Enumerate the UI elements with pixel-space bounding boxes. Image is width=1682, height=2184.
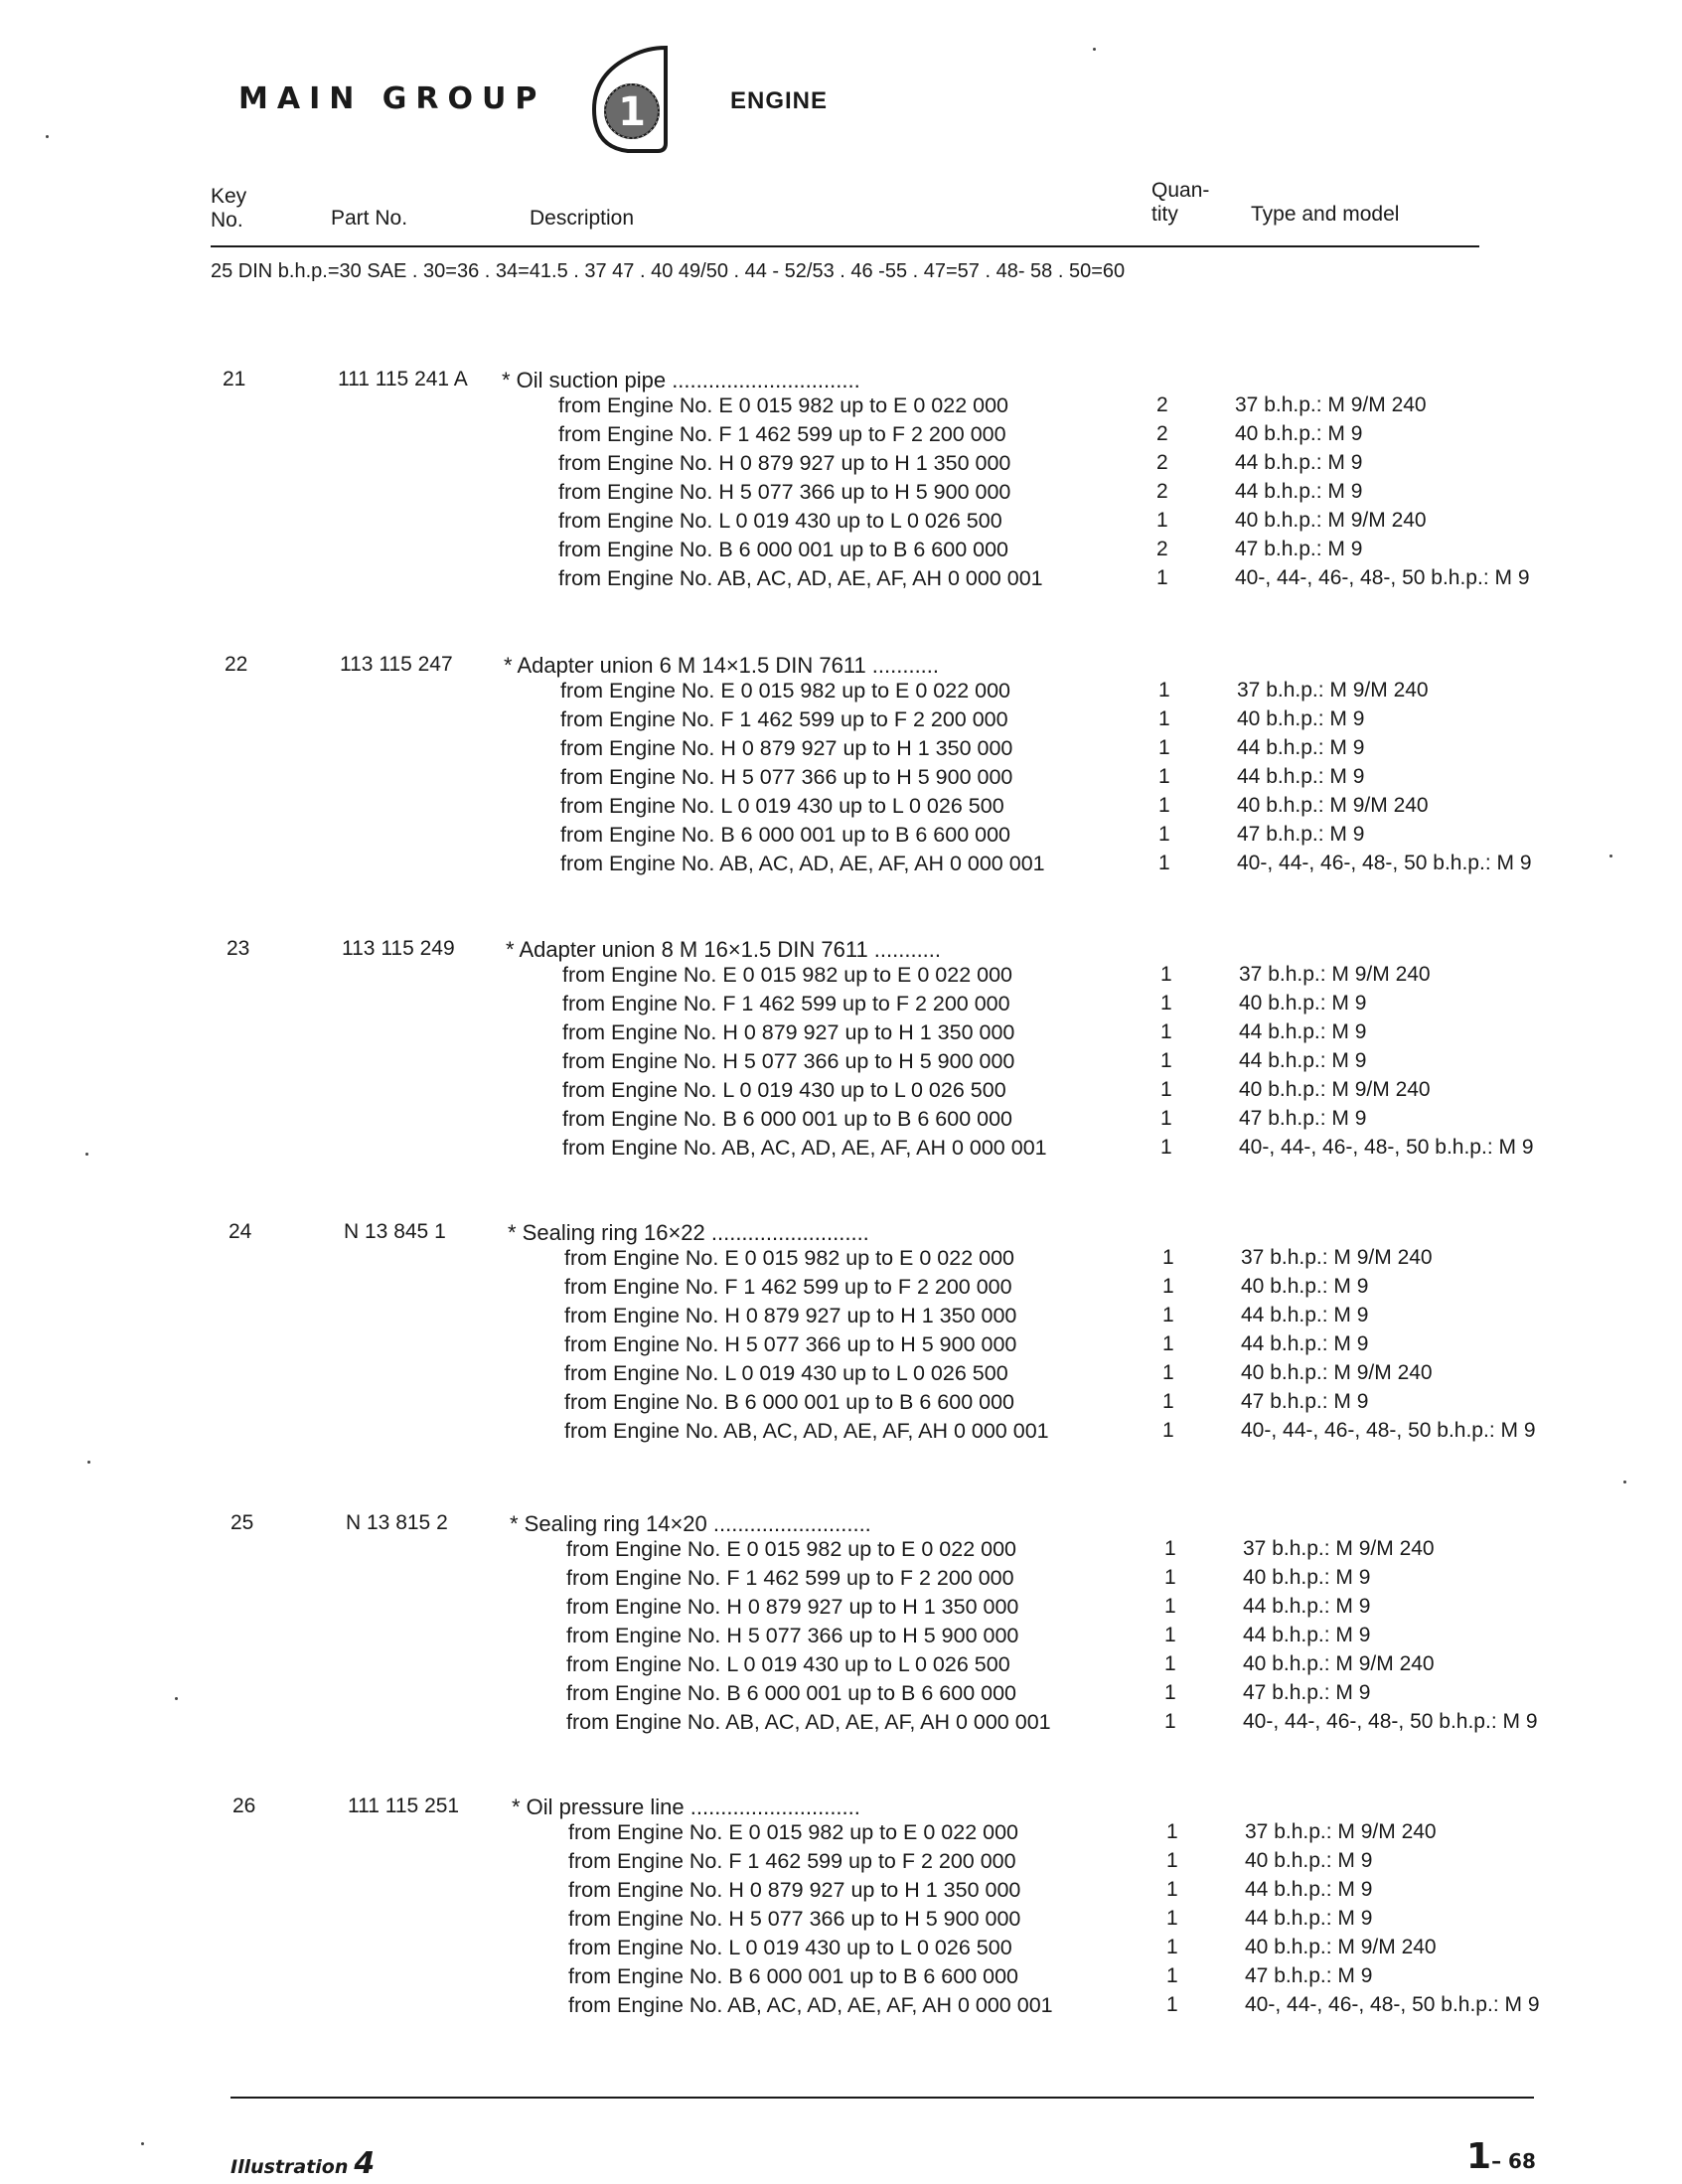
type-model: 47 b.h.p.: M 9: [1241, 1390, 1369, 1413]
quantity: 1: [1164, 1681, 1176, 1704]
type-model: 40-, 44-, 46-, 48-, 50 b.h.p.: M 9: [1245, 1993, 1540, 2016]
engine-range: from Engine No. H 0 879 927 up to H 1 350 000: [564, 1304, 1017, 1327]
engine-range: from Engine No. AB, AC, AD, AE, AF, AH 0 000 001: [560, 852, 1045, 875]
type-model: 40-, 44-, 46-, 48-, 50 b.h.p.: M 9: [1243, 1710, 1538, 1733]
quantity: 1: [1160, 1078, 1172, 1101]
quantity: 1: [1164, 1595, 1176, 1618]
type-model: 40-, 44-, 46-, 48-, 50 b.h.p.: M 9: [1235, 566, 1530, 589]
engine-range: from Engine No. L 0 019 430 up to L 0 026 500: [568, 1936, 1012, 1959]
quantity: 1: [1162, 1332, 1174, 1355]
type-model: 40 b.h.p.: M 9/M 240: [1241, 1361, 1433, 1384]
key-number: 25: [230, 1511, 254, 1534]
quantity: 2: [1156, 538, 1168, 560]
engine-range: from Engine No. B 6 000 001 up to B 6 600 000: [562, 1107, 1013, 1131]
type-model: 44 b.h.p.: M 9: [1235, 451, 1363, 474]
key-number: 21: [223, 368, 246, 390]
engine-range: from Engine No. B 6 000 001 up to B 6 600 000: [568, 1964, 1019, 1988]
engine-range: from Engine No. E 0 015 982 up to E 0 022 000: [566, 1537, 1017, 1561]
engine-range: from Engine No. B 6 000 001 up to B 6 600 000: [564, 1390, 1015, 1414]
key-number: 24: [229, 1220, 252, 1243]
quantity: 1: [1158, 707, 1170, 730]
page-number-sub: – 68: [1491, 2149, 1536, 2173]
quantity: 1: [1166, 1964, 1178, 1987]
type-model: 44 b.h.p.: M 9: [1243, 1595, 1371, 1618]
engine-range: from Engine No. B 6 000 001 up to B 6 600 000: [560, 823, 1011, 847]
type-model: 37 b.h.p.: M 9/M 240: [1243, 1537, 1435, 1560]
page-number: [1466, 2136, 1536, 2177]
type-model: 44 b.h.p.: M 9: [1241, 1304, 1369, 1326]
type-model: 40 b.h.p.: M 9/M 240: [1235, 509, 1427, 532]
page-number-main: 1: [1466, 2136, 1492, 2177]
engine-range: from Engine No. F 1 462 599 up to F 2 200 000: [568, 1849, 1016, 1873]
type-model: 37 b.h.p.: M 9/M 240: [1235, 393, 1427, 416]
engine-range: from Engine No. F 1 462 599 up to F 2 200 000: [558, 422, 1006, 446]
quantity: 1: [1166, 1878, 1178, 1901]
engine-range: from Engine No. AB, AC, AD, AE, AF, AH 0 000 001: [566, 1710, 1051, 1734]
section-title: ENGINE: [730, 87, 829, 114]
quantity: 1: [1158, 765, 1170, 788]
part-number: 111 115 241 A: [338, 368, 468, 390]
variants-line: 25 DIN b.h.p.=30 SAE . 30=36 . 34=41.5 . 37 47 . 40 49/50 . 44 - 52/53 . 46 -55 . 47=57 . 48- 58 . 50=60: [211, 260, 1126, 282]
engine-range: from Engine No. AB, AC, AD, AE, AF, AH 0 000 001: [562, 1136, 1047, 1160]
quantity: 1: [1166, 1936, 1178, 1958]
engine-range: from Engine No. F 1 462 599 up to F 2 200 000: [564, 1275, 1012, 1299]
type-model: 44 b.h.p.: M 9: [1241, 1332, 1369, 1355]
quantity: 1: [1158, 679, 1170, 702]
quantity: 1: [1160, 963, 1172, 986]
type-model: 44 b.h.p.: M 9: [1237, 736, 1365, 759]
engine-range: from Engine No. H 0 879 927 up to H 1 350 000: [562, 1020, 1015, 1044]
engine-range: from Engine No. H 0 879 927 up to H 1 350 000: [566, 1595, 1019, 1619]
type-model: 40 b.h.p.: M 9/M 240: [1239, 1078, 1431, 1101]
scan-speck: [85, 1153, 88, 1156]
group-number: 1: [618, 89, 646, 135]
engine-range: from Engine No. F 1 462 599 up to F 2 200 000: [566, 1566, 1014, 1590]
engine-range: from Engine No. H 5 077 366 up to H 5 900 000: [562, 1049, 1015, 1073]
quantity: 1: [1160, 1107, 1172, 1130]
main-group-title: MAIN GROUP: [238, 81, 546, 116]
scan-speck: [1623, 1481, 1626, 1483]
quantity: 1: [1160, 992, 1172, 1014]
quantity: 1: [1162, 1419, 1174, 1442]
type-model: 47 b.h.p.: M 9: [1243, 1681, 1371, 1704]
quantity: 1: [1160, 1049, 1172, 1072]
engine-range: from Engine No. H 5 077 366 up to H 5 900 000: [566, 1624, 1019, 1647]
engine-range: from Engine No. B 6 000 001 up to B 6 600 000: [558, 538, 1009, 561]
part-entry: [0, 368, 1682, 646]
type-model: 40 b.h.p.: M 9: [1243, 1566, 1371, 1589]
quantity: 1: [1162, 1304, 1174, 1326]
quantity: 1: [1166, 1993, 1178, 2016]
quantity: 1: [1160, 1020, 1172, 1043]
type-model: 44 b.h.p.: M 9: [1235, 480, 1363, 503]
quantity: 2: [1156, 451, 1168, 474]
key-number: 22: [225, 653, 248, 676]
type-model: 40-, 44-, 46-, 48-, 50 b.h.p.: M 9: [1237, 852, 1532, 874]
quantity: 2: [1156, 422, 1168, 445]
column-header-type-model: Type and model: [1251, 203, 1400, 226]
header-divider: [211, 245, 1479, 247]
engine-range: from Engine No. L 0 019 430 up to L 0 026 500: [558, 509, 1002, 533]
quantity: 1: [1164, 1537, 1176, 1560]
part-entry: [6, 1220, 1682, 1498]
key-number: 23: [227, 937, 250, 960]
part-number: 113 115 249: [342, 937, 455, 960]
scan-speck: [87, 1461, 90, 1464]
engine-range: from Engine No. L 0 019 430 up to L 0 026 500: [566, 1652, 1010, 1676]
quantity: 1: [1162, 1275, 1174, 1298]
quantity: 1: [1160, 1136, 1172, 1159]
quantity: 1: [1166, 1849, 1178, 1872]
illustration-reference: [230, 2146, 375, 2181]
engine-range: from Engine No. E 0 015 982 up to E 0 022 000: [568, 1820, 1019, 1844]
quantity: 1: [1166, 1907, 1178, 1930]
illustration-number: 4: [354, 2146, 376, 2181]
type-model: 37 b.h.p.: M 9/M 240: [1241, 1246, 1433, 1269]
quantity: 1: [1164, 1624, 1176, 1646]
type-model: 47 b.h.p.: M 9: [1237, 823, 1365, 846]
key-number: 26: [232, 1794, 256, 1817]
quantity: 1: [1158, 852, 1170, 874]
engine-range: from Engine No. AB, AC, AD, AE, AF, AH 0 000 001: [564, 1419, 1049, 1443]
quantity: 1: [1166, 1820, 1178, 1843]
type-model: 40 b.h.p.: M 9: [1235, 422, 1363, 445]
quantity: 1: [1164, 1652, 1176, 1675]
quantity: 1: [1164, 1566, 1176, 1589]
quantity: 1: [1158, 794, 1170, 817]
engine-range: from Engine No. H 0 879 927 up to H 1 350 000: [558, 451, 1011, 475]
engine-range: from Engine No. B 6 000 001 up to B 6 600 000: [566, 1681, 1017, 1705]
type-model: 44 b.h.p.: M 9: [1243, 1624, 1371, 1646]
type-model: 47 b.h.p.: M 9: [1235, 538, 1363, 560]
quantity: 1: [1156, 566, 1168, 589]
type-model: 40 b.h.p.: M 9/M 240: [1237, 794, 1429, 817]
illustration-label: Illustration: [230, 2156, 349, 2178]
engine-range: from Engine No. H 5 077 366 up to H 5 900 000: [568, 1907, 1021, 1931]
type-model: 40 b.h.p.: M 9/M 240: [1243, 1652, 1435, 1675]
part-description: * Oil pressure line ............................: [512, 1794, 860, 1819]
quantity: 1: [1158, 736, 1170, 759]
quantity: 1: [1162, 1361, 1174, 1384]
type-model: 44 b.h.p.: M 9: [1239, 1020, 1367, 1043]
type-model: 40 b.h.p.: M 9: [1239, 992, 1367, 1014]
type-model: 37 b.h.p.: M 9/M 240: [1245, 1820, 1437, 1843]
part-description: * Adapter union 8 M 16×1.5 DIN 7611 ...........: [506, 937, 942, 962]
scan-speck: [46, 135, 49, 138]
type-model: 47 b.h.p.: M 9: [1245, 1964, 1373, 1987]
part-entry: [2, 653, 1682, 931]
engine-range: from Engine No. F 1 462 599 up to F 2 200 000: [560, 707, 1008, 731]
part-number: 111 115 251: [348, 1794, 460, 1817]
type-model: 40 b.h.p.: M 9: [1245, 1849, 1373, 1872]
engine-range: from Engine No. H 0 879 927 up to H 1 350 000: [560, 736, 1013, 760]
part-entry: [10, 1794, 1682, 2073]
engine-range: from Engine No. L 0 019 430 up to L 0 026 500: [564, 1361, 1008, 1385]
type-model: 47 b.h.p.: M 9: [1239, 1107, 1367, 1130]
type-model: 40 b.h.p.: M 9: [1241, 1275, 1369, 1298]
part-number: 113 115 247: [340, 653, 453, 676]
quantity: 1: [1162, 1246, 1174, 1269]
engine-range: from Engine No. H 5 077 366 up to H 5 900 000: [558, 480, 1011, 504]
engine-range: from Engine No. E 0 015 982 up to E 0 022 000: [558, 393, 1009, 417]
footer-divider: [230, 2097, 1534, 2099]
part-description: * Oil suction pipe ...............................: [502, 368, 860, 392]
quantity: 1: [1158, 823, 1170, 846]
type-model: 44 b.h.p.: M 9: [1239, 1049, 1367, 1072]
part-number: N 13 815 2: [346, 1511, 448, 1534]
group-number-emblem: [588, 44, 676, 155]
part-entry: [4, 937, 1682, 1215]
part-description: * Sealing ring 14×20 ..........................: [510, 1511, 871, 1536]
engine-range: from Engine No. AB, AC, AD, AE, AF, AH 0 000 001: [568, 1993, 1053, 2017]
type-model: 37 b.h.p.: M 9/M 240: [1239, 963, 1431, 986]
engine-range: from Engine No. L 0 019 430 up to L 0 026 500: [562, 1078, 1006, 1102]
type-model: 44 b.h.p.: M 9: [1245, 1907, 1373, 1930]
type-model: 40 b.h.p.: M 9: [1237, 707, 1365, 730]
column-header-part-no: Part No.: [331, 207, 408, 230]
engine-range: from Engine No. F 1 462 599 up to F 2 200 000: [562, 992, 1010, 1015]
engine-range: from Engine No. H 5 077 366 up to H 5 900 000: [564, 1332, 1017, 1356]
quantity: 1: [1156, 509, 1168, 532]
quantity: 2: [1156, 480, 1168, 503]
quantity: 1: [1162, 1390, 1174, 1413]
scan-speck: [1093, 48, 1096, 51]
engine-range: from Engine No. H 0 879 927 up to H 1 350 000: [568, 1878, 1021, 1902]
scan-speck: [1609, 855, 1612, 858]
engine-range: from Engine No. H 5 077 366 up to H 5 900 000: [560, 765, 1013, 789]
part-description: * Adapter union 6 M 14×1.5 DIN 7611 ...........: [504, 653, 940, 678]
part-number: N 13 845 1: [344, 1220, 446, 1243]
engine-range: from Engine No. E 0 015 982 up to E 0 022 000: [560, 679, 1011, 702]
type-model: 40-, 44-, 46-, 48-, 50 b.h.p.: M 9: [1239, 1136, 1534, 1159]
type-model: 44 b.h.p.: M 9: [1237, 765, 1365, 788]
scan-speck: [141, 2142, 144, 2145]
engine-range: from Engine No. AB, AC, AD, AE, AF, AH 0 000 001: [558, 566, 1043, 590]
engine-range: from Engine No. E 0 015 982 up to E 0 022 000: [564, 1246, 1015, 1270]
column-header-description: Description: [530, 207, 635, 230]
scan-speck: [175, 1697, 178, 1700]
type-model: 40-, 44-, 46-, 48-, 50 b.h.p.: M 9: [1241, 1419, 1536, 1442]
engine-range: from Engine No. L 0 019 430 up to L 0 026 500: [560, 794, 1004, 818]
engine-range: from Engine No. E 0 015 982 up to E 0 022 000: [562, 963, 1013, 987]
type-model: 37 b.h.p.: M 9/M 240: [1237, 679, 1429, 702]
part-description: * Sealing ring 16×22 ..........................: [508, 1220, 869, 1245]
quantity: 2: [1156, 393, 1168, 416]
quantity: 1: [1164, 1710, 1176, 1733]
column-header-quantity: Quan- tity: [1151, 179, 1210, 226]
part-entry: [8, 1511, 1682, 1790]
column-header-key-no: Key No.: [211, 185, 247, 232]
type-model: 40 b.h.p.: M 9/M 240: [1245, 1936, 1437, 1958]
type-model: 44 b.h.p.: M 9: [1245, 1878, 1373, 1901]
